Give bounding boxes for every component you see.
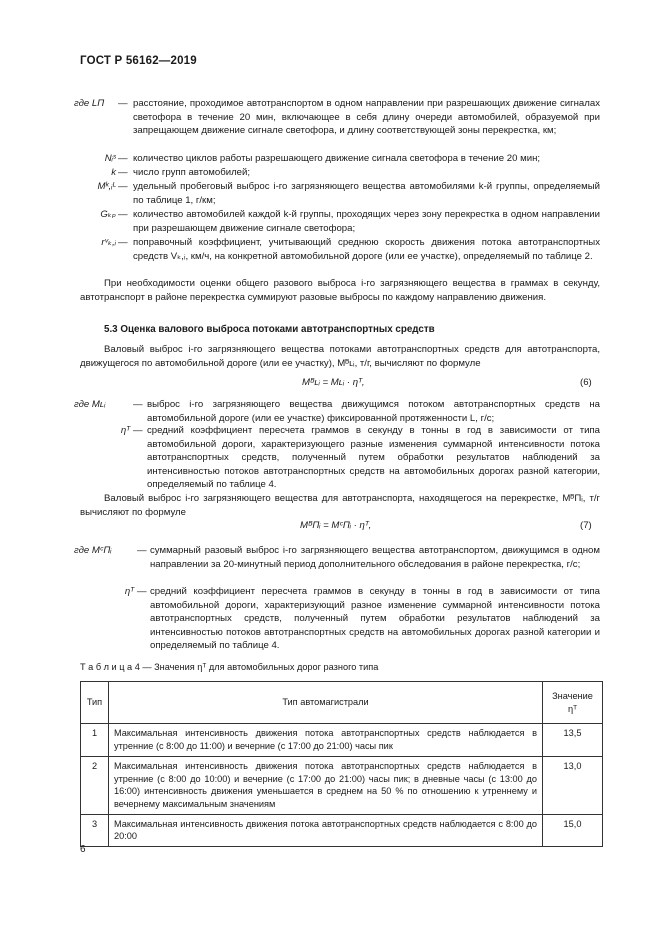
cell-value: 13,0 (543, 757, 603, 814)
definition-text: расстояние, проходимое автотранспортом в одном направлении при разрешающих движение сигналах светофора в течение 20 мин, включающее в себя длину очереди автомобилей, образуемой при запрещающем движение сигнале светофора, и длину соответствующей зоны перекрестка, км; (133, 98, 600, 137)
definition-symbol: где MᶜПᵢ (74, 545, 112, 556)
column-header-type: Тип (81, 682, 109, 724)
paragraph-gross-emission-intersection: Валовый выброс i-го загрязняющего вещества для автотранспорта, находящегося на перекрестке, MᴮПᵢ, т/г вычисляют по формуле (80, 493, 600, 518)
definition-symbol: Nᵢˢ (104, 153, 116, 164)
definition-symbol: ηᵀ (120, 425, 130, 436)
definition-text: выброс i-го загрязняющего вещества движущимся потоком автотранспортных средств на автомобильной дороге (или ее участке) фиксированной протяженности L, г/с; (147, 399, 600, 424)
definition-symbol: rᵛₖ,ᵢ (101, 237, 116, 248)
definition-dash: — (118, 181, 128, 192)
cell-description: Максимальная интенсивность движения потока автотранспортных средств наблюдается в утренние (с 8:00 до 10:00) и вечерние (с 17:00 до 21:00) часы пик; в дневные часы (с 13:00 до 16:00) интенсивность движения уменьшается в среднем на 50 % по отношению к утреннему и вечернему максимальным значениям (109, 757, 543, 814)
paragraph-total-emission: При необходимости оценки общего разового выброса i-го загрязняющего вещества в граммах в секунду, автотранспорт в районе перекрестка суммируют разовые выбросы по каждому направлению движения. (80, 278, 600, 303)
cell-value: 13,5 (543, 724, 603, 757)
column-header-value: Значение ηᵀ (543, 682, 603, 724)
page-number: 6 (80, 844, 86, 855)
cell-type: 2 (81, 757, 109, 814)
paragraph-gross-emission-road: Валовый выброс i-го загрязняющего вещества потоками автотранспортных средств для автотранспорта, движущегося по автомобильной дороге (или ее участку), Mᴮʟᵢ, т/г, вычисляют по формуле (80, 344, 600, 369)
definition-dash: — (118, 153, 128, 164)
definition-text: количество автомобилей каждой k-й группы, проходящих через зону перекрестка в одном направлении при разрешающем движение сигнале светофора; (133, 209, 600, 234)
formula-6-number: (6) (580, 377, 592, 388)
definition-dash: — (137, 545, 147, 556)
cell-type: 3 (81, 814, 109, 846)
definition-dash: — (118, 167, 128, 178)
document-header: ГОСТ Р 56162—2019 (80, 55, 197, 67)
cell-description: Максимальная интенсивность движения потока автотранспортных средств наблюдается с 8:00 до 20:00 (109, 814, 543, 846)
definition-text: число групп автомобилей; (133, 167, 251, 178)
definition-dash: — (118, 98, 128, 109)
table-row (81, 814, 603, 846)
table-caption: Т а б л и ц а 4 — Значения ηᵀ для автомобильных дорог разного типа (80, 662, 379, 672)
definition-symbol: Mᵏ,ᵢᴸ (97, 181, 116, 192)
cell-value: 15,0 (543, 814, 603, 846)
definition-dash: — (137, 586, 147, 597)
cell-description: Максимальная интенсивность движения потока автотранспортных средств наблюдается в утренние (с 8:00 до 11:00) и вечерние (с 17:00 до 21:00) часы пик (109, 724, 543, 757)
definition-dash: — (133, 399, 143, 410)
definition-symbol: где Mʟᵢ (74, 399, 106, 410)
formula-7-number: (7) (580, 520, 592, 531)
definition-dash: — (118, 237, 128, 248)
definition-text: суммарный разовый выброс i-го загрязняющего вещества автотранспортом, движущимся в одном направлении за 20-минутный период дополнительного обследования в районе перекрестка, г/с; (150, 545, 600, 570)
definition-symbol: k (111, 167, 116, 178)
section-heading: 5.3 Оценка валового выброса потоками автотранспортных средств (104, 324, 435, 335)
definition-text: удельный пробеговый выброс i-го загрязняющего вещества автомобилями k-й группы, определяемый по таблице 1, г/км; (133, 181, 600, 206)
definition-dash: — (133, 425, 143, 436)
definition-symbol: где LП (74, 98, 105, 109)
column-header-road-type: Тип автомагистрали (109, 682, 543, 724)
definition-text: средний коэффициент пересчета граммов в секунду в тонны в год в зависимости от типа автомобильной дороги, характеризующий разное изменение суммарной интенсивности потока автотранспортных средств, полученный путем обработки результатов наблюдений за интенсивностью потоков автотранспортных средств на автомобильных дорогах разной категории и определяемый по таблице 4. (150, 586, 600, 652)
formula-7: MᴮПᵢ = MᶜПᵢ · ηᵀ, (300, 520, 372, 531)
table-header-row (81, 682, 603, 724)
cell-type: 1 (81, 724, 109, 757)
definition-text: средний коэффициент пересчета граммов в секунду в тонны в год в зависимости от типа автомобильной дороги, характеризующего разные изменения суммарной интенсивности потока автотранспортных средств, полученный путем обработки результатов наблюдений за интенсивностью потоков автотранспортных средств на автомобильных дорогах разной категории, определяемый по таблице 4. (147, 425, 600, 491)
formula-6: Mᴮʟᵢ = Mʟᵢ · ηᵀ, (302, 377, 365, 388)
definition-text: поправочный коэффициент, учитывающий среднюю скорость движения потока автотранспортных средств Vₖ,ᵢ, км/ч, на конкретной автомобильной дороге (или ее участке), определяемый по таблице 2. (133, 237, 600, 262)
definition-dash: — (118, 209, 128, 220)
table-row (81, 757, 603, 814)
table-row (81, 724, 603, 757)
definition-text: количество циклов работы разрешающего движение сигнала светофора в течение 20 мин; (133, 153, 541, 164)
definition-symbol: ηᵀ (124, 586, 134, 597)
emission-coefficient-table (80, 681, 603, 847)
definition-symbol: Gₖₚ (100, 209, 116, 220)
